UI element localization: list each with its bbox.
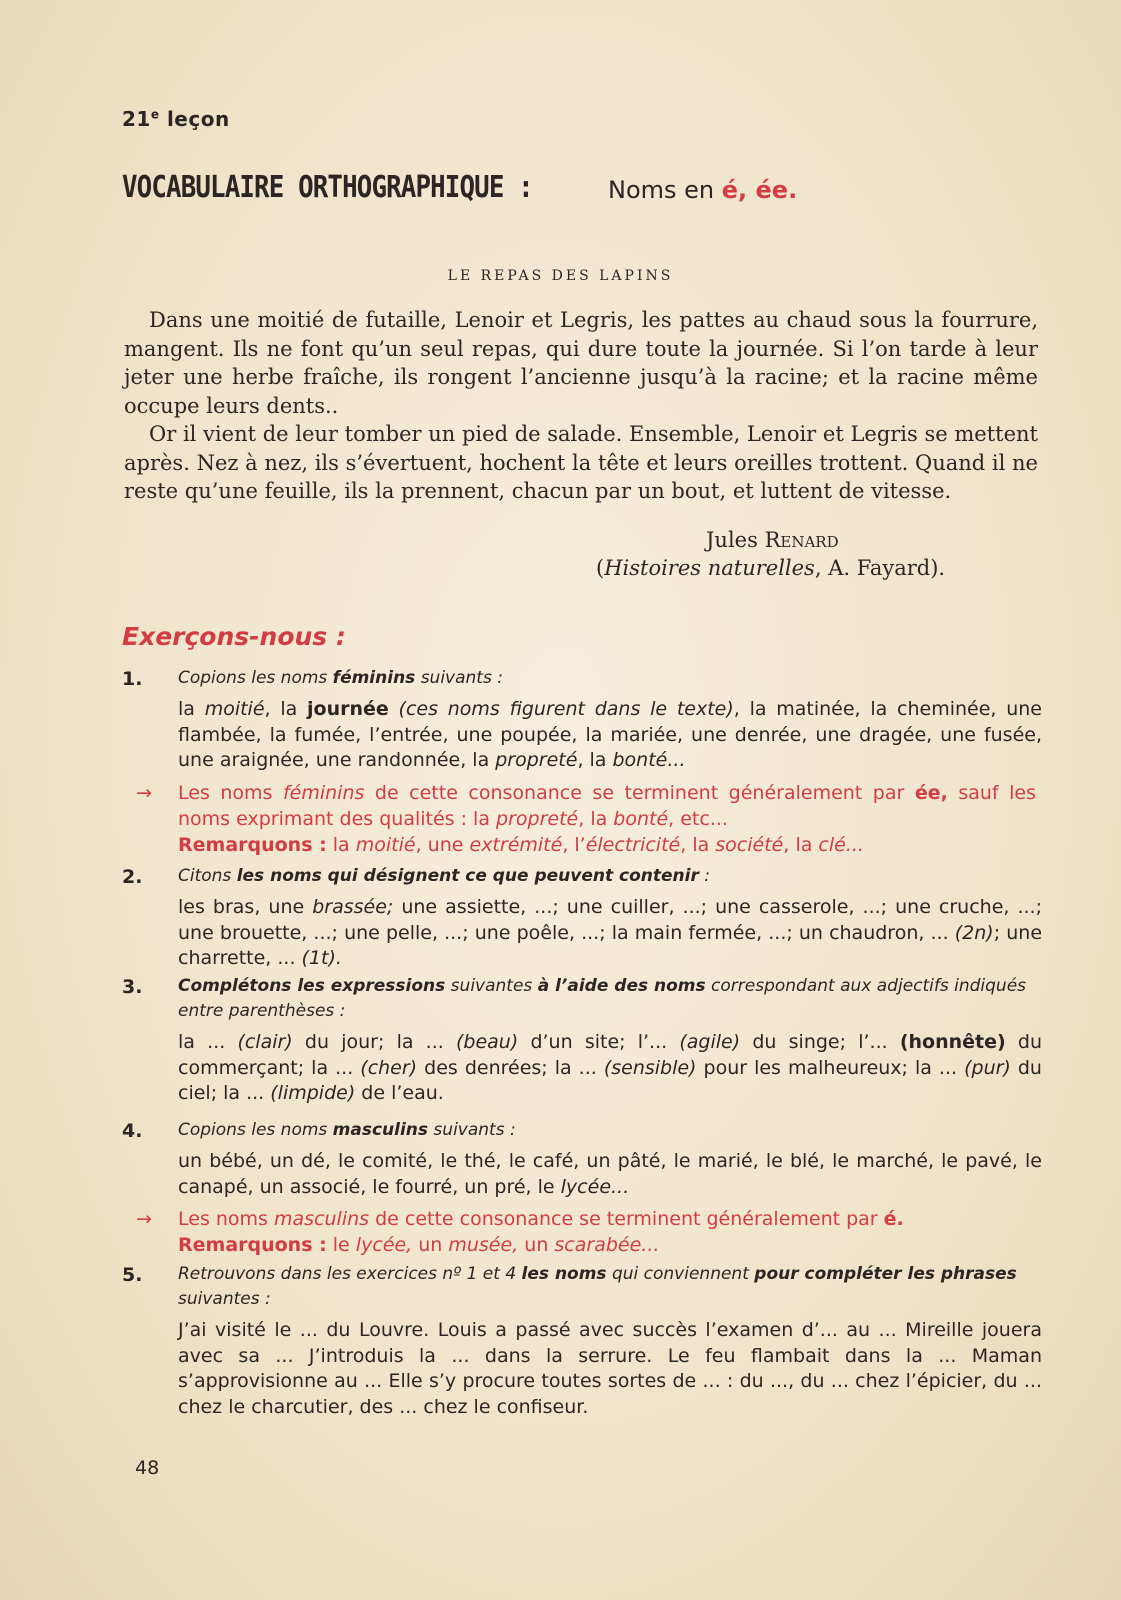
exercise-1 (122, 666, 1042, 774)
exercise-number: 1. (122, 668, 143, 690)
exercise-number: 5. (122, 1264, 143, 1286)
exercise-body: les bras, une brassée; une assiette, ...; une cuiller, ...; une casserole, ...; une cruche, ...; une brouette, ...; une pelle, ...; une poêle, ...; la main fermée, ...; un chaudron, ... (2n); une charrette, ... (1t). (178, 896, 1043, 969)
exercise-body: J’ai visité le ... du Louvre. Louis a passé avec succès l’examen d’... au ... Mireille jouera avec sa ... J’introduis la ... dans la serrure. Le feu flambait dans la ... Maman s’approvisionne au ... Elle s’y procure toutes sortes de ... : du ..., du ... chez l’épicier, du ... chez le charcutier, des ... chez le confiseur. (178, 1319, 1042, 1418)
exercise-5 (122, 1262, 1042, 1420)
lesson-heading (122, 170, 798, 205)
author-name: Jules Renard (706, 528, 839, 552)
arrow-icon: → (136, 1208, 152, 1230)
reading-title: LE REPAS DES LAPINS (447, 268, 674, 284)
rule-text: Les noms féminins de cette consonance se terminent généralement par ée, sauf les noms exprimant des qualités : la propreté, la bonté, etc... Remarquons : la moitié, une extrémité, l’électricité, la société, la clé... (178, 782, 1036, 856)
exercise-number: 2. (122, 866, 143, 888)
rule-text: Les noms masculins de cette consonance se terminent généralement par é. Remarquons : le lycée, un musée, un scarabée... (178, 1208, 904, 1256)
exercise-body: la ... (clair) du jour; la ... (beau) d’un site; l’... (agile) du singe; l’... (honnête) du commerçant; la ... (cher) des denrées; la ... (sensible) pour les malheureux; la ... (pur) du ciel; la ... (limpide) de l’eau. (178, 1031, 1042, 1104)
source-citation: (Histoires naturelles, A. Fayard). (596, 556, 946, 580)
rule-masculine (136, 1206, 1036, 1258)
exercise-number: 4. (122, 1120, 143, 1142)
reading-passage (124, 306, 1038, 506)
exercise-4 (122, 1118, 1042, 1200)
exercise-instruction: Retrouvons dans les exercices nº 1 et 4 les noms qui conviennent pour compléter les phrases suivantes : (178, 1264, 1017, 1309)
exercise-body: la moitié, la journée (ces noms figurent dans le texte), la matinée, la cheminée, une flambée, la fumée, l’entrée, une poupée, la mariée, une denrée, une dragée, une fusée, une araignée, une randonnée, la propreté, la bonté... (178, 698, 1042, 771)
passage-paragraph-2: Or il vient de leur tomber un pied de salade. Ensemble, Lenoir et Legris se mettent après. Nez à nez, ils s’évertuent, hochent la tête et leurs oreilles trottent. Quand il ne reste qu’une feuille, ils la prennent, chacun par un bout, et luttent de vitesse. (124, 422, 1038, 503)
exercise-instruction: Copions les noms masculins suivants : (178, 1120, 516, 1140)
passage-paragraph-1: Dans une moitié de futaille, Lenoir et Legris, les pattes au chaud sous la fourrure, mangent. Ils ne font qu’un seul repas, qui dure toute la journée. Si l’on tarde à leur jeter une herbe fraîche, ils rongent l’ancienne jusqu’à la racine; et la racine même occupe leurs dents.. (124, 308, 1038, 418)
exercise-instruction: Citons les noms qui désignent ce que peuvent contenir : (178, 866, 711, 886)
exercise-2 (122, 864, 1042, 972)
rule-feminine (136, 780, 1036, 858)
exercise-body: un bébé, un dé, le comité, le thé, le café, un pâté, le marié, le blé, le marché, le pavé, le canapé, un associé, le fourré, un pré, le lycée... (178, 1150, 1042, 1198)
arrow-icon: → (136, 782, 152, 804)
heading-sub: Noms en é, ée. (608, 176, 798, 204)
exercises-heading: Exerçons-nous : (122, 622, 346, 651)
page-number: 48 (135, 1457, 160, 1479)
lesson-number: 21e leçon (122, 107, 230, 131)
exercise-instruction: Complétons les expressions suivantes à l’aide des noms correspondant aux adjectifs indiqués entre parenthèses : (178, 976, 1027, 1021)
exercise-instruction: Copions les noms féminins suivants : (178, 668, 503, 688)
exercise-3 (122, 974, 1042, 1107)
heading-main: VOCABULAIRE ORTHOGRAPHIQUE : (122, 170, 533, 205)
exercise-number: 3. (122, 976, 143, 998)
